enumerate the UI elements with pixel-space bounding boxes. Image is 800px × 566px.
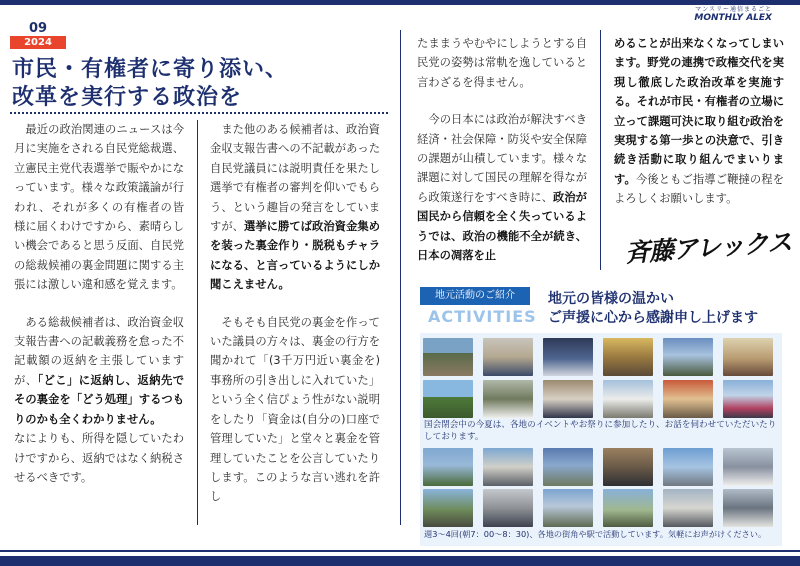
- column-divider-3: [600, 30, 601, 270]
- col1-paragraph-3: [14, 429, 184, 487]
- activity-photo: [483, 380, 533, 418]
- activity-photo: [543, 338, 593, 376]
- article-column-2: [210, 120, 380, 507]
- activity-photo: [723, 448, 773, 486]
- headline-line-1: 市民・有権者に寄り添い、: [12, 57, 289, 82]
- col2-text-1a: また他のある候補者は、政治資金収支報告書への不記載があった自民党議員には説明責任を果たし選挙で有権者の審判を仰いでもらう、という趣旨の発言をしていますが、: [210, 123, 380, 234]
- article-column-4: [614, 34, 784, 209]
- activity-photo: [423, 448, 473, 486]
- column-divider-2: [400, 30, 401, 525]
- activity-photo: [423, 489, 473, 527]
- activity-photo: [483, 489, 533, 527]
- activity-photo: [723, 489, 773, 527]
- activity-photo: [423, 380, 473, 418]
- activity-photo: [663, 489, 713, 527]
- activities-headline-2: ご声援に心から感謝申し上げます: [548, 310, 758, 326]
- activity-photo: [663, 380, 713, 418]
- activities-title: ACTIVITIES: [428, 307, 537, 326]
- masthead-tagline: マンスリー通信まるごと: [695, 6, 772, 13]
- activity-photo: [663, 448, 713, 486]
- masthead: [694, 6, 772, 23]
- activity-photo: [603, 380, 653, 418]
- issue-month: 09: [28, 21, 48, 36]
- issue-badge: [10, 22, 66, 49]
- column-divider-1: [197, 120, 198, 525]
- col4-text-1-bold: めることが出来なくなってしまいます。野党の連携で政権交代を実現し徹底した政治改革を実施する。それが市民・有権者の立場に立って課題可決に取り組む政治を実現する第一歩との決意で、引き続き活動に取り組んでまいります。: [614, 37, 784, 186]
- col1-text-2b-bold: 「どこ」に返納し、返納先でその裏金を「どう処理」するつもりのかも全くわかりません。: [14, 373, 184, 426]
- col1-text-2a: ある総裁候補者は、政治資金収支報告書への記載義務を怠った不記載額の返納を主張していますが、: [14, 315, 184, 387]
- issue-year: 2024: [10, 36, 66, 49]
- masthead-logo: MONTHLY ALEX: [694, 13, 772, 23]
- col3-text-1: たままうやむやにしようとする自民党の姿勢は常軌を逸していると言わざるを得ません。: [417, 37, 587, 89]
- col3-paragraph-2: [417, 110, 587, 265]
- col1-text-1: 最近の政治関連のニュースは今月に実施をされる自民党総裁選、立憲民主党代表選挙で賑やかになっています。様々な政策議論が行われ、それが多くの有権者の皆様に届くわけですから、素晴らしい機会であると思う反面、自民党の総裁候補の裏金問題に関する主張には激しい違和感を覚えます。: [14, 123, 184, 292]
- activity-photo: [603, 448, 653, 486]
- activity-photo: [483, 448, 533, 486]
- activity-photo: [483, 338, 533, 376]
- bottom-border: [0, 556, 800, 566]
- article-column-3: [417, 34, 587, 265]
- bottom-rule: [0, 550, 800, 552]
- activity-photo: [543, 380, 593, 418]
- activities-caption: 国会閉会中の今夏は、各地のイベントやお祭りに参加したり、お話を伺わせていただいたりしております。: [424, 420, 777, 442]
- col2-text-2: そもそも自民党の裏金を作っていた議員の方々は、裏金の行方を聞かれて「(3千万円近い裏金を)事務所の引き出しに入れていた」という全く信ぴょう性がない説明をしたり「資金は(自分の)口座で管理していた」と堂々と裏金を管理していたことを公言していたりします。このような言い逃れを許し: [210, 315, 380, 504]
- top-border: [0, 0, 800, 5]
- activities-footer: 週3〜4回(朝7：00〜8：30)、各地の街角や駅で活動しています。気軽にお声がけください。: [424, 529, 767, 539]
- article-column-1: [14, 120, 184, 487]
- activity-photo: [663, 338, 713, 376]
- activity-photo: [723, 338, 773, 376]
- col3-paragraph-1: [417, 34, 587, 92]
- col2-paragraph-2: [210, 313, 380, 507]
- activities-headline: [548, 290, 788, 328]
- col4-paragraph-1: [614, 34, 784, 209]
- col3-text-2a: 今の日本には政治が解決すべき経済・社会保障・防災や安全保障の課題が山積しています。様々な課題に対して国民の理解を得ながら政策遂行をすべき時に、: [417, 113, 587, 204]
- col1-text-3: なによりも、所得を隠していたわけですから、返納ではなく納税させるべきです。: [14, 432, 184, 484]
- col2-paragraph-1: [210, 120, 380, 295]
- activities-tag: 地元活動のご紹介: [420, 287, 530, 305]
- col1-paragraph-2: [14, 313, 184, 429]
- col4-text-2: 今後ともご指導ご鞭撻の程をよろしくお願いします。: [614, 172, 784, 206]
- headline-line-2: 改革を実行する政治を: [12, 85, 243, 110]
- col2-text-1b-bold: 選挙に勝てば政治資金集めを装った裏金作り・脱税もチャラになる、と言っているようにしか聞こえません。: [210, 220, 380, 292]
- activity-photo: [543, 448, 593, 486]
- headline-divider: [10, 112, 388, 114]
- activity-photo: [423, 338, 473, 376]
- col3-text-2b-bold: 政治が国民から信頼を全く失っているようでは、政治の機能不全が続き、日本の凋落を止: [417, 190, 587, 263]
- activities-headline-1: 地元の皆様の温かい: [548, 291, 674, 307]
- page-headline: [12, 56, 392, 112]
- activity-photo: [543, 489, 593, 527]
- activity-photo: [603, 489, 653, 527]
- col1-paragraph-1: [14, 120, 184, 295]
- activity-photo: [603, 338, 653, 376]
- activity-photo: [723, 380, 773, 418]
- author-signature: 斉藤アレックス: [624, 227, 793, 268]
